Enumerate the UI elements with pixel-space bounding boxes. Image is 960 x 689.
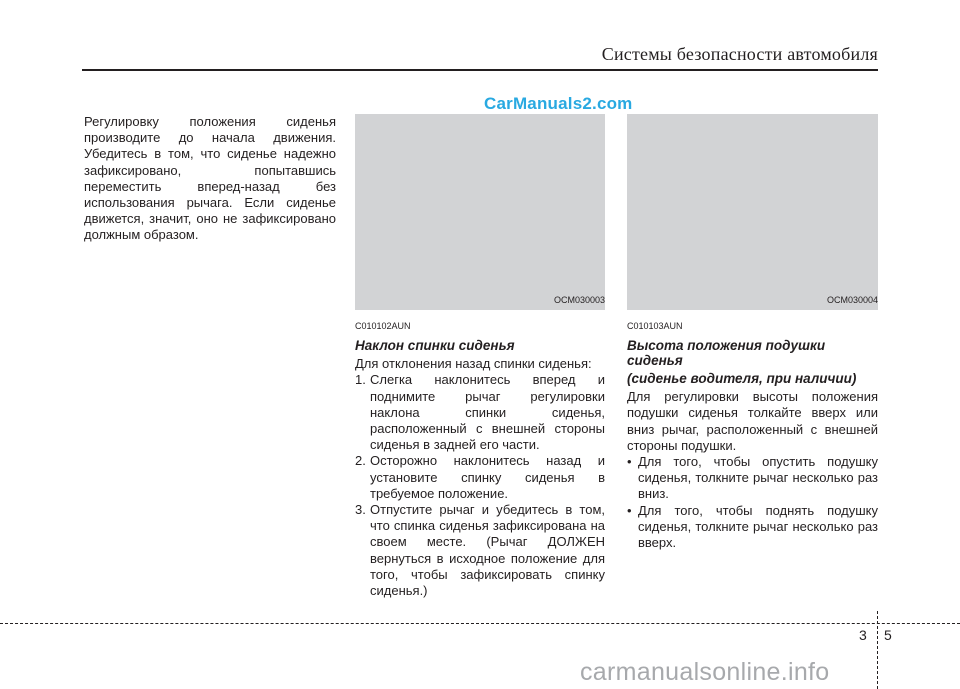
section-heading: Высота положения подушки сиденья — [627, 338, 826, 369]
right-column — [627, 318, 878, 551]
step-text: Отпустите рычаг и убедитесь в том, что спинка сиденья зафиксирована на своем месте. (Рычаг ДОЛЖЕН вернуться в исходное положение для того, чтобы зафиксировать спинку сиденья.) — [370, 502, 605, 599]
list-item — [627, 503, 878, 552]
section-code: C010103AUN — [627, 321, 683, 331]
step-number: 3. — [355, 502, 366, 518]
figure-seatback-recline — [355, 114, 605, 310]
footer-divider — [0, 623, 960, 624]
page-header-title: Системы безопасности автомобиля — [601, 44, 878, 64]
steps-list — [355, 372, 605, 599]
middle-column — [355, 318, 605, 599]
section-intro: Для отклонения назад спинки сиденья: — [355, 356, 592, 372]
section-number: 3 — [859, 627, 867, 643]
left-column — [84, 114, 336, 244]
section-subheading: (сиденье водителя, при наличии) — [627, 371, 857, 387]
section-code: C010102AUN — [355, 321, 411, 331]
list-item — [355, 453, 605, 502]
page-number-divider — [877, 611, 878, 689]
header-divider — [82, 69, 878, 71]
bullet-mark: • — [627, 502, 632, 518]
list-item — [355, 502, 605, 599]
figure-cushion-height — [627, 114, 878, 310]
figure-code: OCM030004 — [826, 295, 878, 305]
watermark-carmanuals2: CarManuals2.com — [484, 94, 633, 113]
bullet-text: Для того, чтобы опустить подушку сиденья, толкните рычаг несколько раз вниз. — [638, 454, 878, 502]
step-number: 2. — [355, 453, 366, 469]
step-text: Осторожно наклонитесь назад и установите спинку сиденья в требуемое положение. — [370, 453, 605, 501]
list-item — [355, 372, 605, 453]
watermark-carmanualsonline: carmanualsonline.info — [580, 658, 830, 686]
bullets-list — [627, 454, 878, 551]
page-number: 5 — [884, 627, 892, 643]
section-intro: Для регулировки высоты положения подушки сиденья толкайте вверх или вниз рычаг, расположенный с внешней стороны подушки. — [627, 389, 878, 453]
section-heading: Наклон спинки сиденья — [355, 338, 515, 354]
bullet-text: Для того, чтобы поднять подушку сиденья, толкните рычаг несколько раз вверх. — [638, 502, 878, 551]
step-text: Слегка наклонитесь вперед и поднимите рычаг регулировки наклона спинки сиденья, расположенный с внешней стороны сиденья в задней его части. — [370, 372, 605, 453]
list-item — [627, 454, 878, 503]
seat-adjust-warning-text: Регулировку положения сиденья производите до начала движения. Убедитесь в том, что сиденье надежно зафиксировано, попытавшись переместить вперед-назад без использования рычага. Если сиденье движется, значит, оно не зафиксировано должным образом. — [84, 114, 336, 243]
figure-code: OCM030003 — [553, 295, 605, 305]
step-number: 1. — [355, 372, 366, 388]
bullet-mark: • — [627, 454, 632, 470]
